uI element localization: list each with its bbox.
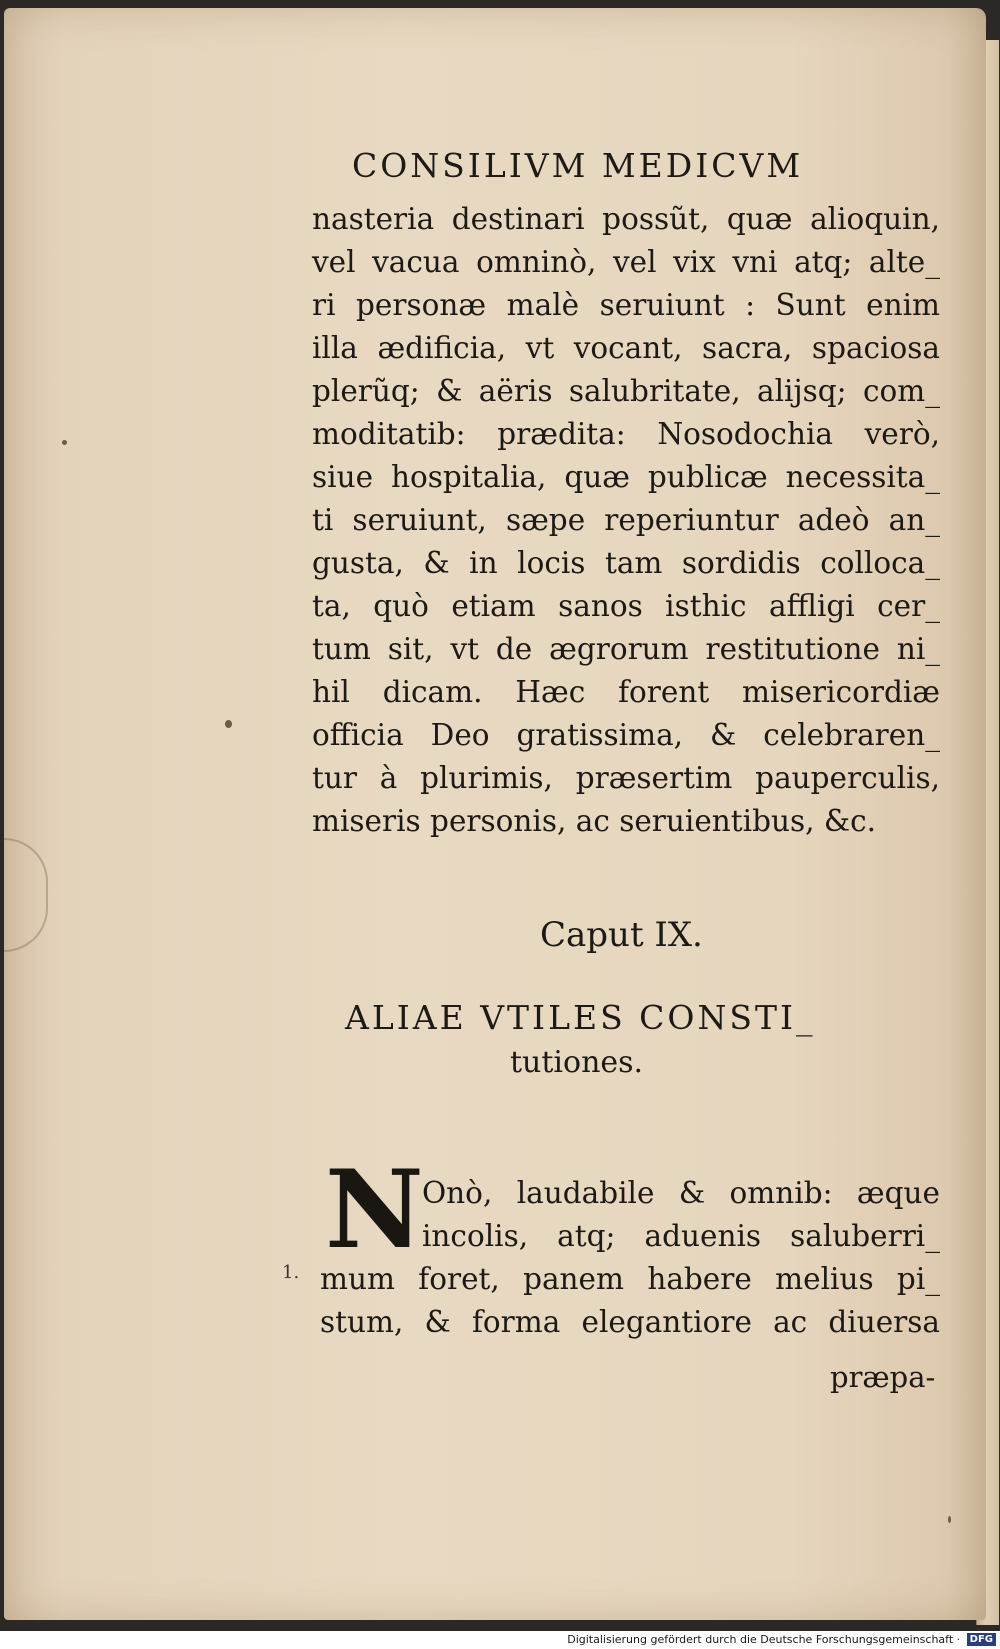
chapter-heading: Caput IX. <box>540 915 703 955</box>
text-line: siue hospitalia, quæ publicæ necessita_ <box>312 460 940 494</box>
text-line: illa ædificia, vt vocant, sacra, spaciosa <box>312 331 940 365</box>
paper-speck <box>225 720 232 728</box>
text-line: tum sit, vt de ægrorum restitutione ni_ <box>312 632 940 666</box>
section-title: ALIAE VTILES CONSTI_ <box>345 998 816 1037</box>
text-line: nasteria destinari possũt, quæ alioquin, <box>312 202 940 236</box>
drop-cap-initial: N <box>325 1147 424 1273</box>
text-line: officia Deo gratissima, & celebraren_ <box>312 718 940 752</box>
dfg-logo: DFG <box>967 1633 996 1646</box>
text-line: ti seruiunt, sæpe reperiuntur adeò an_ <box>312 503 940 537</box>
section-title-continuation: tutiones. <box>510 1045 644 1080</box>
paper-speck <box>948 1516 951 1523</box>
text-line: miseris personis, ac seruientibus, &c. <box>312 804 877 838</box>
paragraph-text <box>320 1172 940 1344</box>
text-line: plerũq; & aëris salubritate, alijsq; com_ <box>312 374 940 408</box>
text-line: vel vacua omninò, vel vix vni atq; alte_ <box>312 245 940 279</box>
text-line: gusta, & in locis tam sordidis colloca_ <box>312 546 940 580</box>
page-fold-mark <box>4 838 48 952</box>
margin-note: 1. <box>282 1262 300 1283</box>
catchword: præpa- <box>830 1360 936 1394</box>
text-line: Onò, laudabile & omnib: æque <box>422 1176 940 1210</box>
text-line: incolis, atq; aduenis saluberri_ <box>422 1219 940 1253</box>
funding-footer <box>567 1633 996 1647</box>
text-line: hil dicam. Hæc forent misericordiæ <box>312 675 940 709</box>
text-line: ri personæ malè seruiunt : Sunt enim <box>312 288 940 322</box>
text-line: tur à plurimis, præsertim pauperculis, <box>312 761 940 795</box>
funding-footer-text: Digitalisierung gefördert durch die Deutsche Forschungsgemeinschaft · <box>567 1633 961 1646</box>
body-text <box>312 198 940 843</box>
paper-speck <box>62 440 67 445</box>
text-line: ta, quò etiam sanos isthic affligi cer_ <box>312 589 940 623</box>
text-line: mum foret, panem habere melius pi_ <box>320 1262 940 1296</box>
text-line: stum, & forma elegantiore ac diuersa <box>320 1305 940 1339</box>
running-head: CONSILIVM MEDICVM <box>352 146 804 185</box>
text-line: moditatib: prædita: Nosodochia verò, <box>312 417 940 451</box>
